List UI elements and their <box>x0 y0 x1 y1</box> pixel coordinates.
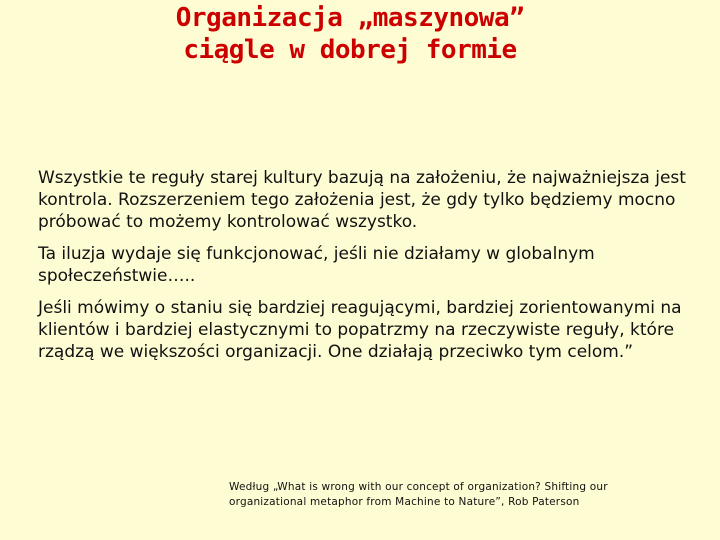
source-citation: Według „What is wrong with our concept of organization? Shifting our organizational metaphor from Machine to Nature”, Rob Paterson <box>229 481 608 508</box>
slide-title-line-2: ciągle w dobrej formie <box>183 35 517 65</box>
slide-title <box>60 2 640 66</box>
slide-body <box>38 167 688 373</box>
slide-title-line-1: Organizacja „maszynowa” <box>175 3 525 33</box>
body-paragraph-2: Ta iluzja wydaje się funkcjonować, jeśli nie działamy w globalnym społeczeństwie….. <box>38 244 595 286</box>
body-paragraph-3: Jeśli mówimy o staniu się bardziej reagującymi, bardziej zorientowanymi na klientów i bardziej elastycznymi to popatrzmy na rzeczywiste reguły, które rządzą we większości organizacji. One działają przeciwko tym celom.” <box>38 298 682 362</box>
body-paragraph-1: Wszystkie te reguły starej kultury bazują na założeniu, że najważniejsza jest kontrola. Rozszerzeniem tego założenia jest, że gdy tylko będziemy mocno próbować to możemy kontrolować wszystko. <box>38 168 686 232</box>
